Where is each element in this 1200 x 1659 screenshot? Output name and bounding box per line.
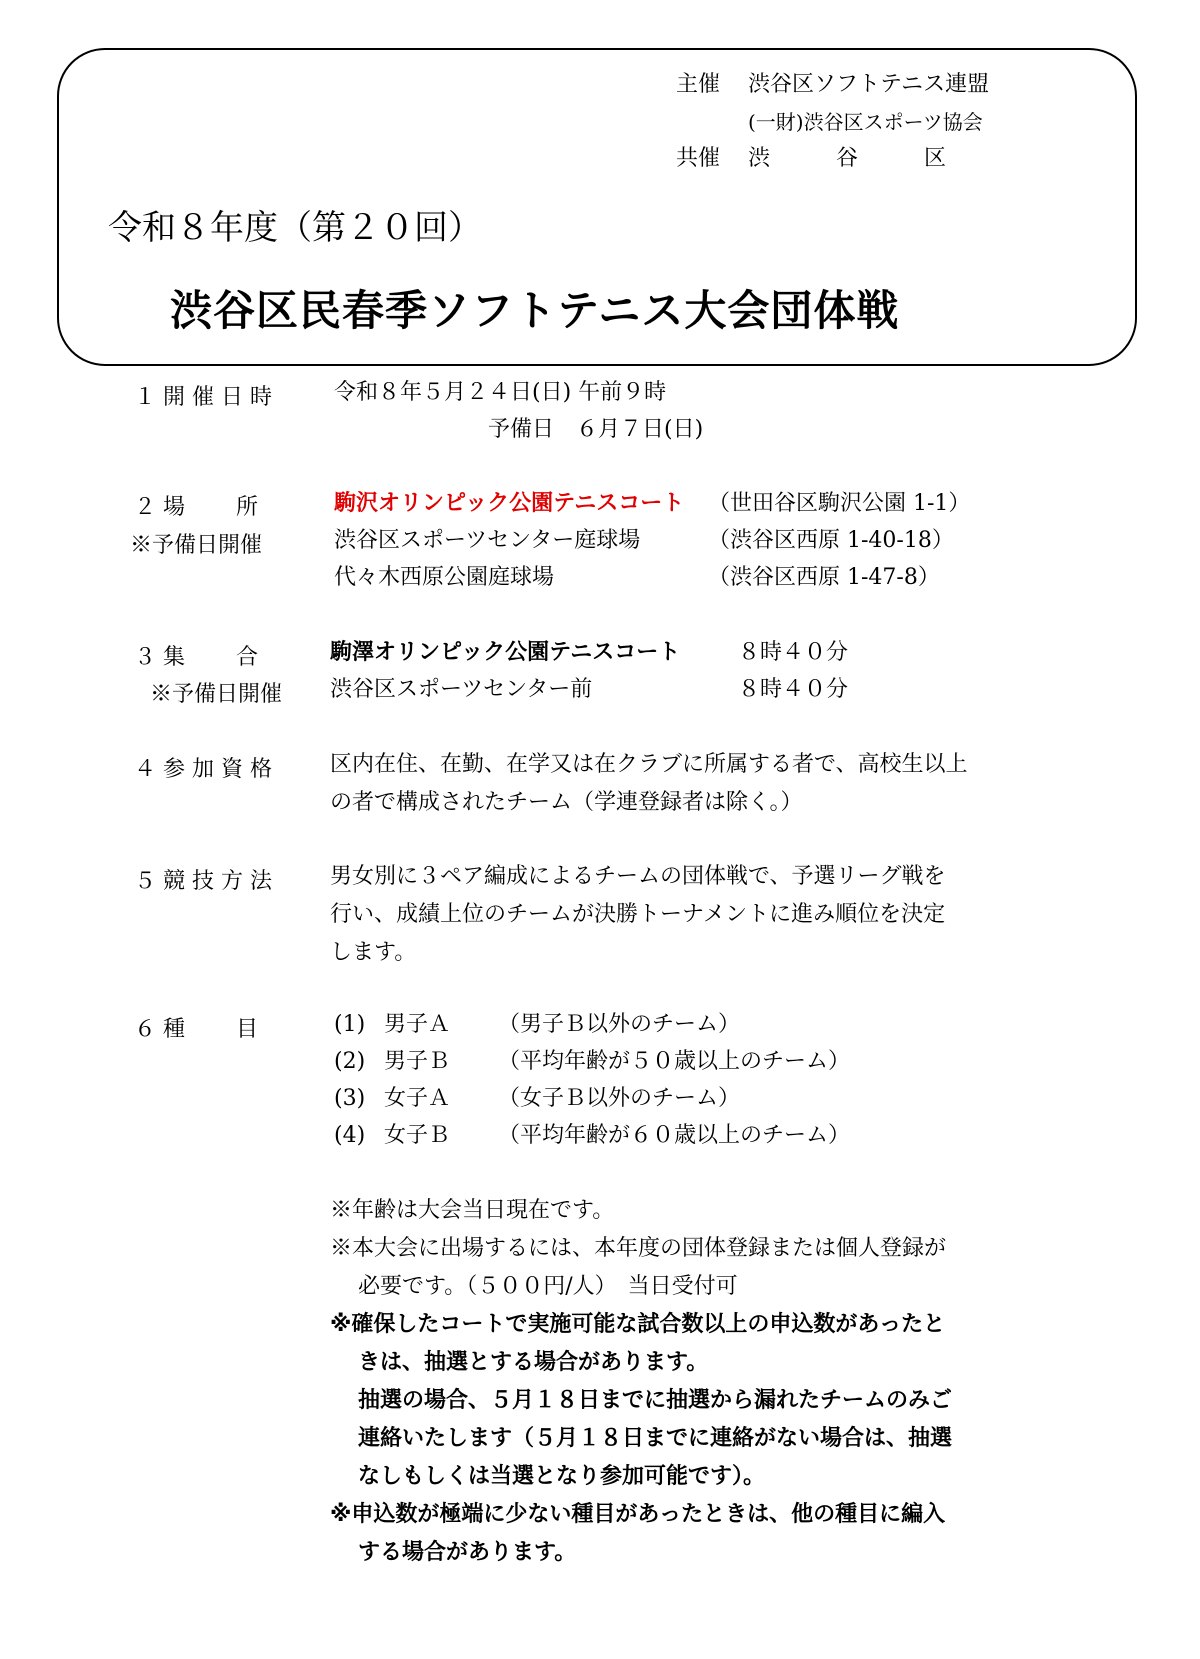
s5-line1: 男女別に３ペア編成によるチームの団体戦で、予選リーグ戦を bbox=[330, 864, 946, 889]
s1-reserve: 予備日 ６月７日(日) bbox=[488, 417, 704, 442]
organizer1: 渋谷区ソフトテニス連盟 bbox=[748, 72, 990, 97]
s2-venue2-addr: （渋谷区西原 1-40-18） bbox=[708, 528, 954, 553]
s6-note3c: 抽選の場合、５月１８日までに抽選から漏れたチームのみご bbox=[358, 1388, 953, 1413]
s3-place2: 渋谷区スポーツセンター前 bbox=[330, 677, 593, 702]
s6-item-name: 女子Ａ bbox=[384, 1086, 451, 1111]
s6-item-num: (1) bbox=[334, 1012, 366, 1037]
s6-note3a: ※確保したコートで実施可能な試合数以上の申込数があったと bbox=[330, 1312, 946, 1337]
s6-item-num: (4) bbox=[334, 1123, 366, 1148]
cosponsor-label: 共催 bbox=[676, 146, 721, 171]
s6-note2b: 必要です。（５００円/人） 当日受付可 bbox=[358, 1274, 738, 1299]
s3-reserve-label: ※予備日開催 bbox=[150, 682, 283, 707]
s6-item-desc: （平均年齢が６０歳以上のチーム） bbox=[498, 1123, 851, 1148]
s4-line2: の者で構成されたチーム（学連登録者は除く。） bbox=[330, 790, 803, 815]
s6-note3e: なしもしくは当選となり参加可能です）。 bbox=[358, 1464, 766, 1489]
s1-label: １ 開 催 日 時 bbox=[134, 385, 272, 410]
organizer-label: 主催 bbox=[676, 72, 721, 97]
s2-venue: 駒沢オリンピック公園テニスコート bbox=[334, 491, 685, 516]
title-subtitle: 令和８年度（第２０回） bbox=[108, 208, 482, 248]
s5-line2: 行い、成績上位のチームが決勝トーナメントに進み順位を決定 bbox=[330, 902, 946, 927]
s6-note4b: する場合があります。 bbox=[358, 1540, 577, 1565]
s5-label: ５ 競 技 方 法 bbox=[134, 869, 272, 894]
page-title: 渋谷区民春季ソフトテニス大会団体戦 bbox=[170, 286, 900, 335]
s2-venue3: 代々木西原公園庭球場 bbox=[334, 565, 555, 590]
s3-time: ８時４０分 bbox=[738, 640, 849, 665]
s3-place: 駒澤オリンピック公園テニスコート bbox=[330, 640, 681, 665]
s6-item-desc: （男子Ｂ以外のチーム） bbox=[498, 1012, 741, 1037]
s1-date: 令和８年５月２４日(日) 午前９時 bbox=[334, 380, 667, 405]
s6-item-desc: （平均年齢が５０歳以上のチーム） bbox=[498, 1049, 851, 1074]
s5-line3: します。 bbox=[330, 940, 417, 965]
s2-venue3-addr: （渋谷区西原 1-47-8） bbox=[708, 565, 940, 590]
s6-note3b: きは、抽選とする場合があります。 bbox=[358, 1350, 709, 1375]
cosponsor: 渋 谷 区 bbox=[748, 146, 947, 171]
s6-note4a: ※申込数が極端に少ない種目があったときは、他の種目に編入 bbox=[330, 1502, 946, 1527]
s2-venue2: 渋谷区スポーツセンター庭球場 bbox=[334, 528, 641, 553]
s6-item-num: (2) bbox=[334, 1049, 366, 1074]
s2-reserve-label: ※予備日開催 bbox=[130, 533, 263, 558]
s6-item-name: 男子Ａ bbox=[384, 1012, 451, 1037]
s4-label: ４ 参 加 資 格 bbox=[134, 757, 272, 782]
s3-label: ３ 集 合 bbox=[134, 645, 258, 670]
s3-time2: ８時４０分 bbox=[738, 677, 849, 702]
organizer2: (一財)渋谷区スポーツ協会 bbox=[748, 110, 983, 134]
s6-item-name: 女子Ｂ bbox=[384, 1123, 451, 1148]
s2-venue-addr: （世田谷区駒沢公園 1-1） bbox=[708, 491, 971, 516]
s6-note2a: ※本大会に出場するには、本年度の団体登録または個人登録が bbox=[330, 1236, 947, 1261]
s6-label: ６ 種 目 bbox=[134, 1017, 258, 1042]
s4-line1: 区内在住、在勤、在学又は在クラブに所属する者で、高校生以上 bbox=[330, 752, 968, 777]
s6-item-name: 男子Ｂ bbox=[384, 1049, 451, 1074]
s6-item-desc: （女子Ｂ以外のチーム） bbox=[498, 1086, 741, 1111]
s6-note1: ※年齢は大会当日現在です。 bbox=[330, 1198, 615, 1223]
s2-label: ２ 場 所 bbox=[134, 495, 258, 520]
s6-item-num: (3) bbox=[334, 1086, 366, 1111]
s6-note3d: 連絡いたします（５月１８日までに連絡がない場合は、抽選 bbox=[358, 1426, 953, 1451]
